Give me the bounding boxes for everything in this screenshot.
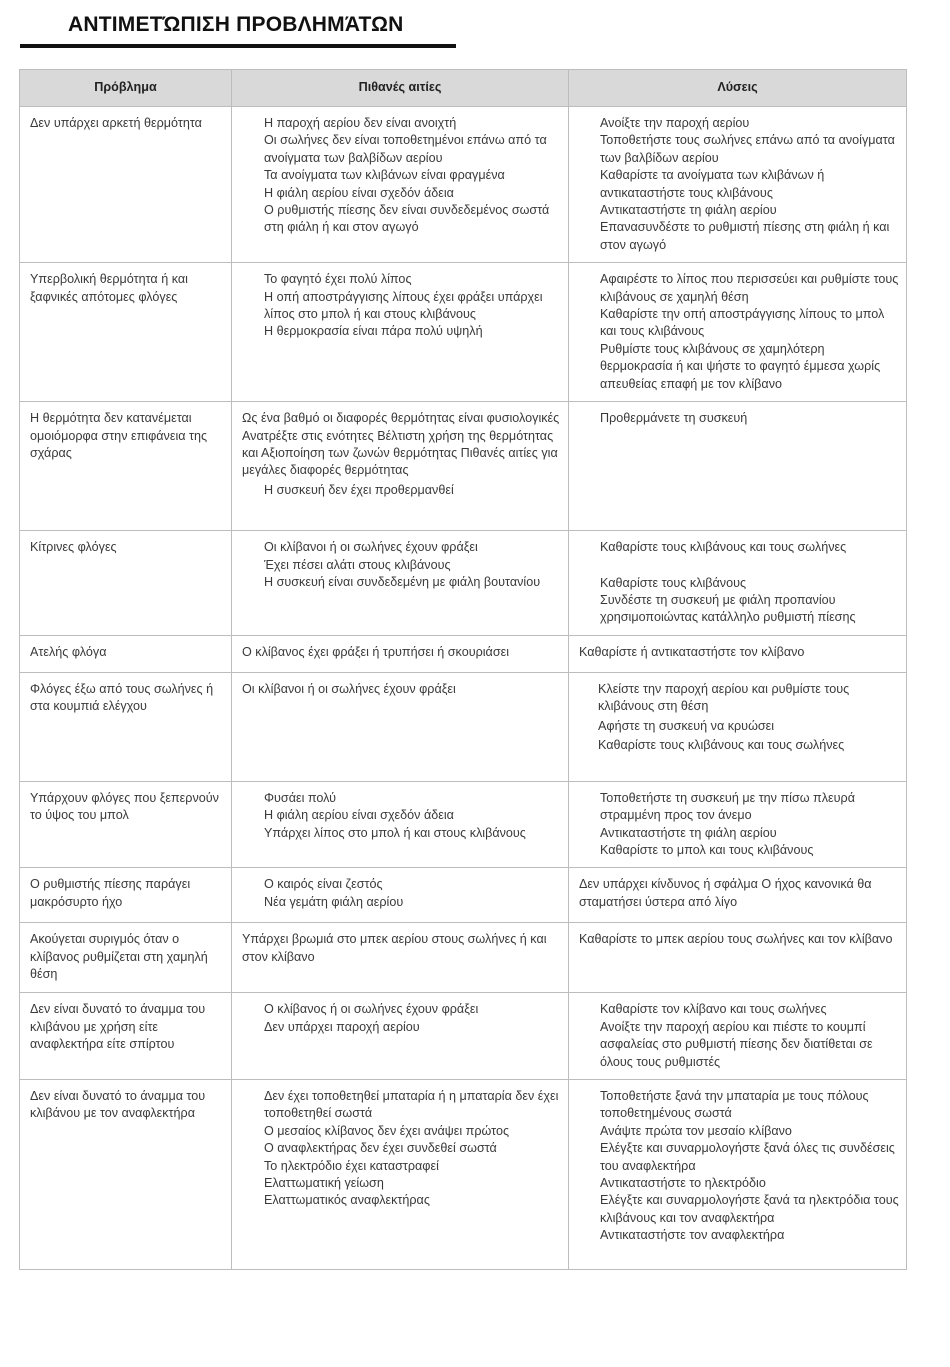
solution-item: Καθαρίστε ή αντικαταστήστε τον κλίβανο [579, 644, 805, 659]
cause-item: Ο αναφλεκτήρας δεν έχει συνδεθεί σωστά [264, 1141, 497, 1156]
causes-cell [232, 672, 569, 781]
solutions-cell [569, 781, 907, 868]
table-row [20, 107, 907, 263]
causes-cell [232, 531, 569, 636]
problem-text: Κίτρινες φλόγες [30, 540, 117, 555]
table-row [20, 993, 907, 1080]
cause-item: Υπάρχει βρωμιά στο μπεκ αερίου στους σωλήνες ή και στον κλίβανο [242, 932, 547, 964]
solutions-cell [569, 263, 907, 402]
header-solutions: Λύσεις [569, 70, 907, 107]
cause-item: Η συσκευή δεν έχει προθερμανθεί [264, 482, 454, 497]
solution-item: Τοποθετήστε ξανά την μπαταρία με τους πόλους τοποθετημένους σωστά [600, 1088, 869, 1121]
table-row [20, 868, 907, 923]
problem-text: Υπερβολική θερμότητα ή και ξαφνικές απότομες φλόγες [30, 272, 188, 304]
problem-cell [20, 107, 232, 263]
solution-item: Ανοίξτε την παροχή αερίου [600, 116, 750, 130]
cause-item: Νέα γεμάτη φιάλη αερίου [264, 894, 404, 909]
solution-item: Αντικαταστήστε τη φιάλη αερίου [600, 203, 777, 218]
solution-item: Συνδέστε τη συσκευή με φιάλη προπανίου χρησιμοποιώντας κατάλληλο ρυθμιστή πίεσης [600, 592, 856, 625]
table-row [20, 263, 907, 402]
causes-cell [232, 1079, 569, 1269]
solution-item: Καθαρίστε τα ανοίγματα των κλιβάνων ή αντικαταστήστε τους κλιβάνους [600, 168, 825, 200]
solution-item: Τοποθετήστε τους σωλήνες επάνω από τα ανοίγματα των βαλβίδων αερίου [600, 133, 895, 165]
problem-text: Ατελής φλόγα [30, 644, 107, 659]
causes-cell [232, 635, 569, 672]
problem-cell [20, 635, 232, 672]
cause-item: Η οπή αποστράγγισης λίπους έχει φράξει υπάρχει λίπος στο μπολ ή και στους κλιβάνους [264, 289, 543, 322]
cause-item: Υπάρχει λίπος στο μπολ ή και στους κλιβάνους [264, 825, 526, 840]
cause-item: Δεν υπάρχει παροχή αερίου [264, 1019, 420, 1034]
problem-cell [20, 263, 232, 402]
table-row [20, 635, 907, 672]
causes-cell [232, 781, 569, 868]
causes-cell [232, 402, 569, 531]
cause-item: Έχει πέσει αλάτι στους κλιβάνους [264, 557, 451, 572]
problem-cell [20, 923, 232, 993]
header-causes: Πιθανές αιτίες [232, 70, 569, 107]
solution-item: Κλείστε την παροχή αερίου και ρυθμίστε τους κλιβάνους στη θέση [598, 681, 850, 714]
problem-text: Δεν είναι δυνατό το άναμμα του κλιβάνου με χρήση είτε αναφλεκτήρα είτε σπίρτου [30, 1002, 206, 1052]
solution-item: Ελέγξτε και συναρμολογήστε ξανά όλες τις συνδέσεις του αναφλεκτήρα [600, 1141, 895, 1173]
solution-item: Δεν υπάρχει κίνδυνος ή σφάλμα Ο ήχος κανονικά θα σταματήσει ύστερα από λίγο [579, 877, 872, 909]
table-row [20, 1079, 907, 1269]
solution-item: Καθαρίστε τους κλιβάνους και τους σωλήνες [598, 737, 845, 752]
solution-item: Καθαρίστε τους κλιβάνους και τους σωλήνες [600, 540, 847, 555]
solutions-cell [569, 923, 907, 993]
causes-cell [232, 263, 569, 402]
cause-item: Ο κλίβανος έχει φράξει ή τρυπήσει ή σκουριάσει [242, 644, 510, 659]
solutions-cell [569, 1079, 907, 1269]
solution-item: Επανασυνδέστε το ρυθμιστή πίεσης στη φιάλη ή και στον αγωγό [600, 220, 890, 252]
problem-text: Δεν υπάρχει αρκετή θερμότητα [30, 116, 202, 130]
cause-item: Φυσάει πολύ [264, 790, 337, 805]
cause-item: Τα ανοίγματα των κλιβάνων είναι φραγμένα [264, 168, 505, 183]
solution-item: Αντικαταστήστε το ηλεκτρόδιο [600, 1176, 766, 1190]
cause-item: Το φαγητό έχει πολύ λίπος [264, 272, 412, 287]
solutions-cell [569, 672, 907, 781]
solution-item: Καθαρίστε τους κλιβάνους [600, 575, 747, 590]
cause-item: Η συσκευή είναι συνδεδεμένη με φιάλη βουτανίου [264, 574, 541, 589]
solution-item: Αντικαταστήστε τον αναφλεκτήρα [600, 1228, 785, 1243]
solution-item: Αφαιρέστε το λίπος που περισσεύει και ρυθμίστε τους κλιβάνους σε χαμηλή θέση [600, 272, 899, 304]
solution-item: Καθαρίστε το μπολ και τους κλιβάνους [600, 842, 814, 857]
troubleshooting-table [19, 69, 907, 1270]
causes-cell [232, 923, 569, 993]
solution-item: Ανοίξτε την παροχή αερίου και πιέστε το κουμπί ασφαλείας στο ρυθμιστή πίεσης δεν διατίθεται σε όλους τους ρυθμιστές [600, 1019, 873, 1069]
solutions-cell [569, 107, 907, 263]
problem-text: Ο ρυθμιστής πίεσης παράγει μακρόσυρτο ήχο [30, 877, 191, 909]
problem-text: Δεν είναι δυνατό το άναμμα του κλιβάνου με τον αναφλεκτήρα [30, 1088, 206, 1121]
solution-item: Τοποθετήστε τη συσκευή με την πίσω πλευρά στραμμένη προς τον άνεμο [600, 790, 855, 823]
cause-item: Ο κλίβανος ή οι σωλήνες έχουν φράξει [264, 1002, 479, 1017]
table-row [20, 531, 907, 636]
cause-item: Ελαττωματικός αναφλεκτήρας [264, 1193, 430, 1208]
cause-item: Η παροχή αερίου δεν είναι ανοιχτή [264, 116, 457, 130]
causes-cell [232, 993, 569, 1080]
cause-item: Δεν έχει τοποθετηθεί μπαταρία ή η μπαταρία δεν έχει τοποθετηθεί σωστά [264, 1088, 559, 1121]
solution-item: Καθαρίστε την οπή αποστράγγισης λίπους το μπολ και τους κλιβάνους [600, 307, 885, 339]
solution-item: Αφήστε τη συσκευή να κρυώσει [598, 718, 775, 733]
solutions-cell [569, 993, 907, 1080]
table-header-row [20, 70, 907, 107]
problem-cell [20, 531, 232, 636]
cause-item: Ο ρυθμιστής πίεσης δεν είναι συνδεδεμένος σωστά στη φιάλη ή και στον αγωγό [264, 203, 550, 235]
problem-cell [20, 672, 232, 781]
problem-text: Ακούγεται συριγμός όταν ο κλίβανος ρυθμίζεται στη χαμηλή θέση [30, 932, 208, 982]
header-problem: Πρόβλημα [20, 70, 232, 107]
causes-cell [232, 868, 569, 923]
title-underline [20, 44, 456, 48]
solutions-cell [569, 868, 907, 923]
problem-text: Η θερμότητα δεν κατανέμεται ομοιόμορφα στην επιφάνεια της σχάρας [30, 411, 208, 460]
solutions-cell [569, 531, 907, 636]
problem-cell [20, 868, 232, 923]
cause-item: Η φιάλη αερίου είναι σχεδόν άδεια [264, 185, 454, 200]
problem-cell [20, 781, 232, 868]
solution-item: Ελέγξτε και συναρμολογήστε ξανά τα ηλεκτρόδια τους κλιβάνους και τον αναφλεκτήρα [600, 1193, 899, 1225]
table-row [20, 402, 907, 531]
cause-item: Η φιάλη αερίου είναι σχεδόν άδεια [264, 808, 454, 823]
solution-item: Ανάψτε πρώτα τον μεσαίο κλίβανο [600, 1123, 792, 1138]
problem-cell [20, 402, 232, 531]
solutions-cell [569, 635, 907, 672]
solution-item: Καθαρίστε το μπεκ αερίου τους σωλήνες και τον κλίβανο [579, 932, 893, 947]
table-row [20, 672, 907, 781]
table-row [20, 923, 907, 993]
cause-item: Οι κλίβανοι ή οι σωλήνες έχουν φράξει [264, 540, 478, 555]
page-title: ΑΝΤΙΜΕΤΏΠΙΣΗ ΠΡΟΒΛΗΜΆΤΩΝ [68, 13, 404, 36]
solution-item: Προθερμάνετε τη συσκευή [600, 411, 748, 426]
cause-item: Το ηλεκτρόδιο έχει καταστραφεί [264, 1158, 439, 1173]
cause-item: Ο καιρός είναι ζεστός [264, 877, 383, 892]
problem-text: Φλόγες έξω από τους σωλήνες ή στα κουμπιά ελέγχου [30, 681, 214, 714]
cause-item: Οι σωλήνες δεν είναι τοποθετημένοι επάνω από τα ανοίγματα των βαλβίδων αερίου [264, 133, 547, 165]
problem-cell [20, 1079, 232, 1269]
solution-item: Αντικαταστήστε τη φιάλη αερίου [600, 825, 777, 840]
causes-cell [232, 107, 569, 263]
cause-item: Ελαττωματική γείωση [264, 1176, 384, 1190]
problem-cell [20, 993, 232, 1080]
problem-text: Υπάρχουν φλόγες που ξεπερνούν το ύψος του μπολ [30, 790, 219, 823]
cause-item: Η θερμοκρασία είναι πάρα πολύ υψηλή [264, 324, 483, 339]
cause-item: Ως ένα βαθμό οι διαφορές θερμότητας είναι φυσιολογικές Ανατρέξτε στις ενότητες Βέλτιστη χρήση της θερμότητας και Αξιοποίηση των ζωνών θερμότητας Πιθανές αιτίες για μεγάλες διαφορές θερμότητας [242, 411, 560, 478]
solutions-cell [569, 402, 907, 531]
cause-item: Ο μεσαίος κλίβανος δεν έχει ανάψει πρώτος [264, 1123, 510, 1138]
solution-item: Ρυθμίστε τους κλιβάνους σε χαμηλότερη θερμοκρασία ή και ψήστε το φαγητό έμμεσα χωρίς απευθείας επαφή με τον κλίβανο [600, 341, 881, 391]
table-row [20, 781, 907, 868]
solution-item: Καθαρίστε τον κλίβανο και τους σωλήνες [600, 1002, 827, 1017]
cause-item: Οι κλίβανοι ή οι σωλήνες έχουν φράξει [242, 681, 456, 696]
